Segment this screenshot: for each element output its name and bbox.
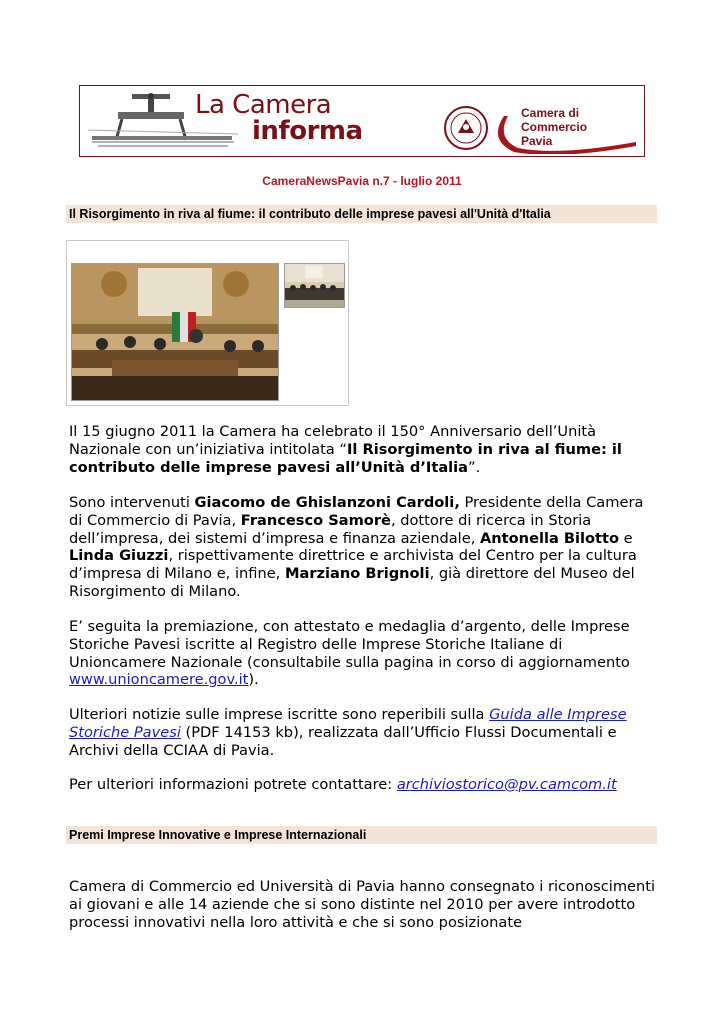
header-banner xyxy=(79,85,645,157)
text-bold: Il Risorgimento in riva al fiume: il contributo delle imprese pavesi all’Unità d’Italia xyxy=(69,440,622,476)
text-run: (PDF 14153 kb), realizzata dall’Ufficio Flussi Documentali e Archivi della CCIAA di Pavia. xyxy=(69,723,617,759)
speaker-name: Marziano Brignoli xyxy=(284,565,430,583)
article1-paragraph1 xyxy=(69,423,657,476)
banner-title-line2: informa xyxy=(252,116,363,146)
speaker-name: Francesco Samorè xyxy=(240,511,391,529)
unioncamere-link[interactable]: www.unioncamere.gov.it xyxy=(69,671,249,689)
speaker-name: Giacomo de Ghislanzoni Cardoli, xyxy=(194,494,460,511)
text-run: , rispettivamente direttrice e archivista del Centro per la cultura d’impresa di Milano e, infine, xyxy=(69,547,637,583)
text-run: Il 15 giugno 2011 la Camera ha celebrato il 150° Anniversario dell’Unità Nazionale con un’iniziativa intitolata “ xyxy=(69,423,597,458)
speaker-name: Linda Giuzzi xyxy=(69,547,169,565)
article1-paragraph2 xyxy=(69,494,657,601)
text-run: Sono intervenuti xyxy=(69,494,195,511)
chamber-name-line1: Camera di Commercio xyxy=(521,106,588,134)
issue-line: CameraNewsPavia n.7 - luglio 2011 xyxy=(262,174,462,188)
article2-heading: Premi Imprese Innovative e Imprese Internazionali xyxy=(66,826,657,844)
email-link[interactable]: archiviostorico@pv.camcom.it xyxy=(396,776,617,793)
speaker-name: Antonella Bilotto xyxy=(480,529,620,547)
chamber-name-line2: Pavia xyxy=(521,134,553,148)
guida-imprese-link[interactable]: Guida alle Imprese Storiche Pavesi xyxy=(69,706,627,741)
text-run: e xyxy=(619,529,633,547)
banner-title-line1: La Camera xyxy=(195,90,332,120)
text-run: E’ seguita la premiazione, con attestato e medaglia d’argento, delle Imprese Storiche Pavesi iscritte al Registro delle Imprese Storiche Italiane di Unioncamere Nazionale (consultabile sulla pagina in corso di aggiornamento xyxy=(69,618,630,671)
text-run: Per ulteriori informazioni potrete contattare: xyxy=(69,776,397,793)
text-run: , dottore di ricerca in Storia dell’impresa, dei sistemi d’impresa e finanza aziendale, xyxy=(69,511,592,547)
article2-paragraph1: Camera di Commercio ed Università di Pavia hanno consegnato i riconoscimenti ai giovani e alle 14 aziende che si sono distinte nel 2010 per avere introdotto processi innovativi nella loro attività e che si sono posizionate xyxy=(69,878,656,931)
article1-paragraph3 xyxy=(69,618,657,689)
chamber-name xyxy=(521,106,644,148)
text-run: ”. xyxy=(468,458,481,476)
chamber-seal-icon xyxy=(443,105,489,151)
article1-paragraph5 xyxy=(69,776,657,794)
event-photo-thumb[interactable] xyxy=(284,263,345,308)
text-run: Ulteriori notizie sulle imprese iscritte sono reperibili sulla xyxy=(69,706,490,723)
photo-gallery xyxy=(66,240,349,406)
text-run: , già direttore del Museo del Risorgimento di Milano. xyxy=(69,565,635,600)
event-photo-main[interactable] xyxy=(71,263,279,401)
text-run: Presidente della Camera di Commercio di Pavia, xyxy=(69,494,644,529)
article1-heading: Il Risorgimento in riva al fiume: il contributo delle imprese pavesi all'Unità d'Italia xyxy=(66,205,657,223)
text-run: ). xyxy=(248,671,259,689)
article1-paragraph4 xyxy=(69,706,657,759)
